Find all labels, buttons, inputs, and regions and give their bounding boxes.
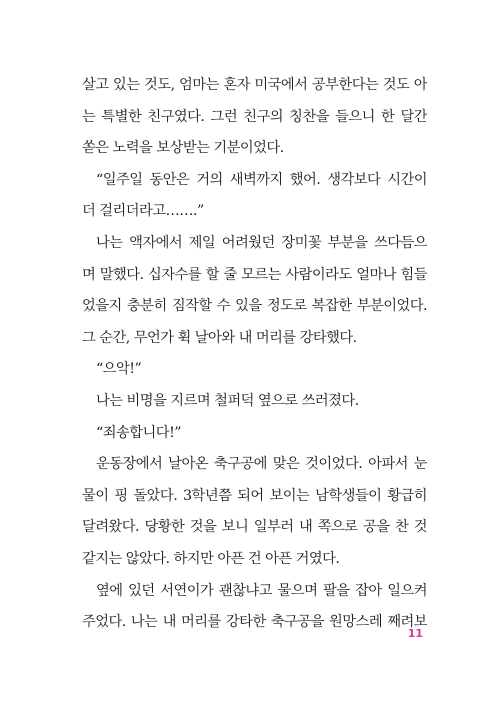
text-line: 나는 액자에서 제일 어려웠던 장미꽃 부분을 쓰다듬으 — [96, 234, 427, 251]
text-line: 달려왔다. 당황한 것을 보니 일부러 내 쪽으로 공을 찬 것 — [82, 519, 427, 536]
text-line: “으악!” — [96, 361, 142, 378]
text-line: 운동장에서 날아온 축구공에 맞은 것이었다. 아파서 눈 — [96, 456, 427, 473]
text-line: “죄송합니다!” — [96, 424, 182, 441]
text-line: 나는 비명을 지르며 철퍼덕 옆으로 쓰러졌다. — [96, 392, 359, 409]
text-line: 살고 있는 것도, 엄마는 혼자 미국에서 공부한다는 것도 아 — [82, 77, 427, 93]
page-number: 11 — [407, 627, 423, 640]
text-line: 옆에 있던 서연이가 괜찮냐고 물으며 팔을 잡아 일으켜 — [96, 582, 427, 599]
text-line: 쏟은 노력을 보상받는 기분이었다. — [82, 140, 284, 157]
text-line: 며 말했다. 십자수를 할 줄 모르는 사람이라도 얼마나 힘들 — [82, 266, 427, 283]
body-text — [82, 70, 427, 639]
text-line: 그 순간, 무언가 휙 날아와 내 머리를 강타했다. — [82, 329, 357, 346]
text-line: 물이 핑 돌았다. 3학년쯤 되어 보이는 남학생들이 황급히 — [82, 487, 427, 504]
text-line: 주었다. 나는 내 머리를 강타한 축구공을 원망스레 째려보 — [82, 614, 427, 631]
text-line: 더 걸리더라고…….” — [82, 203, 204, 220]
text-line: 는 특별한 친구였다. 그런 친구의 칭찬을 들으니 한 달간 — [82, 108, 427, 125]
text-line: “일주일 동안은 거의 새벽까지 했어. 생각보다 시간이 — [96, 171, 427, 188]
text-line: 었을지 충분히 짐작할 수 있을 정도로 복잡한 부분이었다. — [82, 298, 427, 315]
text-line: 같지는 않았다. 하지만 아픈 건 아픈 거였다. — [82, 550, 340, 567]
